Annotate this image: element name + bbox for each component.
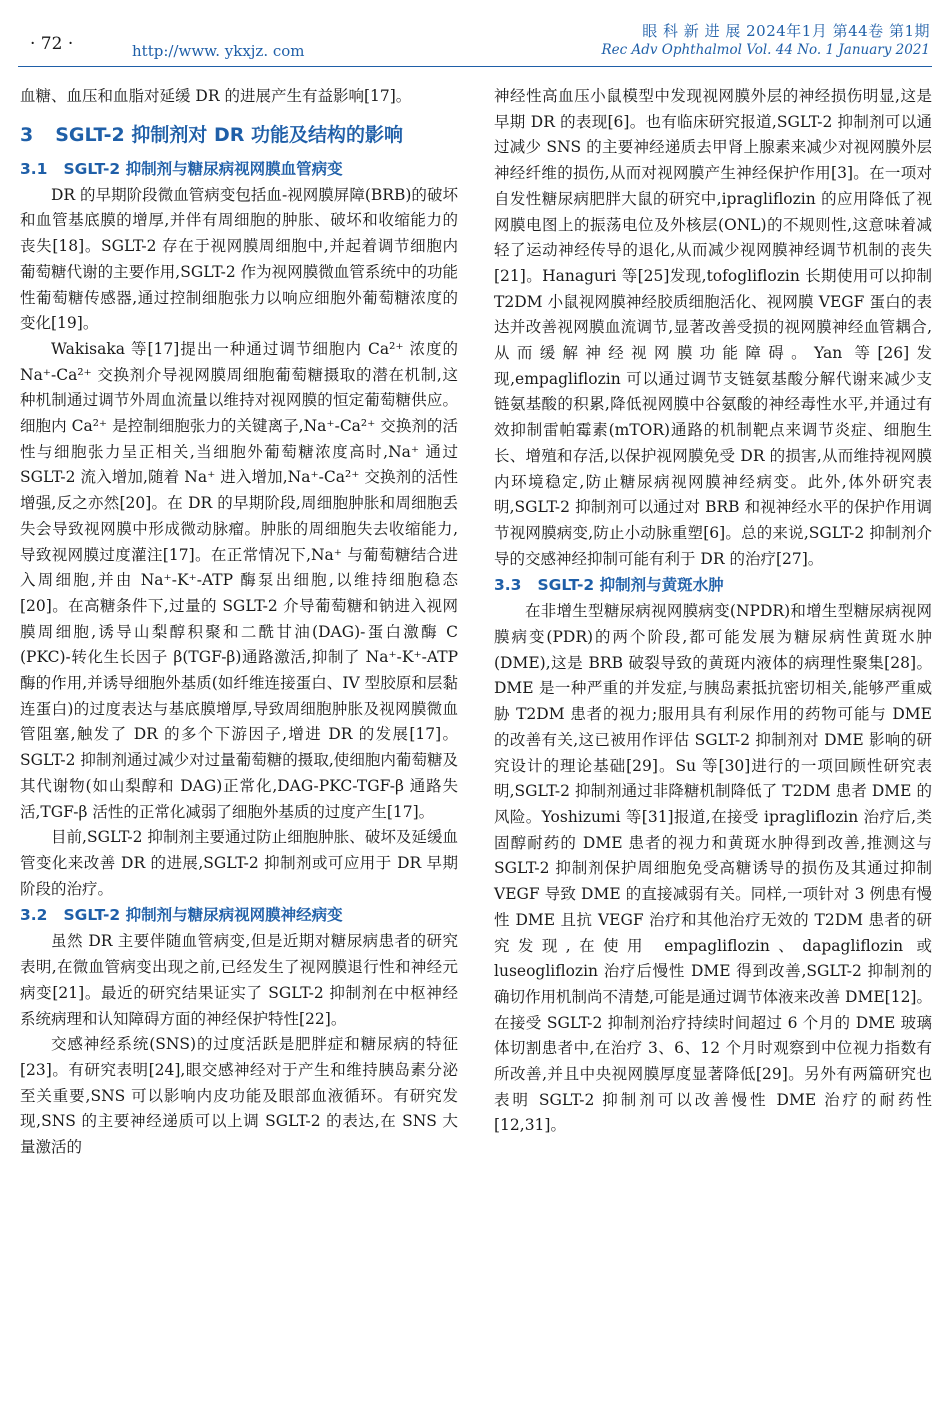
section-3-1-heading — [20, 156, 458, 183]
section-3-3-heading — [494, 572, 932, 599]
header-rule — [18, 66, 932, 67]
paragraph: 目前,SGLT-2 抑制剂主要通过防止细胞肿胀、破坏及延缓血管变化来改善 DR 的进展,SGLT-2 抑制剂或可应用于 DR 早期阶段的治疗。 — [20, 828, 458, 898]
journal-title-en: Rec Adv Ophthalmol Vol. 44 No. 1 January 2021 — [601, 42, 930, 58]
paragraph: Wakisaka 等[17]提出一种通过调节细胞内 Ca²⁺ 浓度的 Na⁺-Ca²⁺ 交换剂介导视网膜周细胞葡萄糖摄取的潜在机制,这种机制通过调节外周血流量以维持对视网膜的恒定葡萄糖供应。细胞内 Ca²⁺ 是控制细胞张力的关键离子,Na⁺-Ca²⁺ 交换剂的活性与细胞张力呈正相关,当细胞外葡萄糖浓度高时,Na⁺ 通过 SGLT-2 流入增加,随着 Na⁺ 进入增加,Na⁺-Ca²⁺ 交换剂的活性增强,反之亦然[20]。在 DR 的早期阶段,周细胞肿胀和周细胞丢失会导致视网膜中形成微动脉瘤。肿胀的周细胞失去收缩能力,导致视网膜过度灌注[17]。在正常情况下,Na⁺ 与葡萄糖结合进入周细胞,并由 Na⁺-K⁺-ATP 酶泵出细胞,以维持细胞稳态[20]。在高糖条件下,过量的 SGLT-2 介导葡萄糖和钠进入视网膜周细胞,诱导山梨醇积聚和二酰甘油(DAG)-蛋白激酶 C (PKC)-转化生长因子 β(TGF-β)通路激活,抑制了 Na⁺-K⁺-ATP 酶的作用,并诱导细胞外基质(如纤维连接蛋白、IV 型胶原和层黏连蛋白)的过度表达与基底膜增厚,导致周细胞肿胀及视网膜微血管阻塞,触发了 DR 的多个下游因子,增进 DR 的发展[17]。SGLT-2 抑制剂通过减少对过量葡萄糖的摄取,使细胞内葡萄糖及其代谢物(如山梨醇和 DAG)正常化,DAG-PKC-TGF-β 通路失活,TGF-β 活性的正常化减弱了细胞外基质的过度产生[17]。 — [20, 339, 458, 821]
journal-url[interactable]: http://www. ykxjz. com — [132, 42, 305, 60]
paragraph: 交感神经系统(SNS)的过度活跃是肥胖症和糖尿病的特征[23]。有研究表明[24],眼交感神经对于产生和维持胰岛素分泌至关重要,SNS 可以影响内皮功能及眼部血液循环。有研究发现,SNS 的主要神经递质可以上调 SGLT-2 的表达,在 SNS 大量激活的 — [20, 1035, 458, 1157]
paragraph: DR 的早期阶段微血管病变包括血-视网膜屏障(BRB)的破坏和血管基底膜的增厚,并伴有周细胞的肿胀、破坏和收缩能力的丧失[18]。SGLT-2 存在于视网膜周细胞中,并起着调节细胞内葡萄糖代谢的主要作用,SGLT-2 作为视网膜微血管系统中的功能性葡萄糖传感器,通过控制细胞张力以响应细胞外葡萄糖浓度的变化[19]。 — [20, 185, 458, 333]
section-3-2-heading — [20, 902, 458, 929]
paragraph: 血糖、血压和血脂对延缓 DR 的进展产生有益影响[17]。 — [20, 87, 412, 105]
section-title: SGLT-2 抑制剂对 DR 功能及结构的影响 — [55, 123, 403, 146]
section-title: SGLT-2 抑制剂与糖尿病视网膜神经病变 — [63, 906, 343, 925]
section-number: 3.2 — [20, 906, 48, 925]
paragraph: 神经性高血压小鼠模型中发现视网膜外层的神经损伤明显,这是早期 DR 的表现[6]。也有临床研究报道,SGLT-2 抑制剂可以通过减少 SNS 的主要神经递质去甲肾上腺素来减少对视网膜外层神经纤维的损伤,从而对视网膜产生神经保护作用[3]。在一项对自发性糖尿病肥胖大鼠的研究中,ipragliflozin 的应用降低了视网膜电图上的振荡电位及外核层(ONL)的不规则性,这意味着减轻了运动神经传导的退化,从而减少视网膜神经调节机制的丧失[21]。Hanaguri 等[25]发现,tofogliflozin 长期使用可以抑制 T2DM 小鼠视网膜神经胶质细胞活化、视网膜 VEGF 蛋白的表达并改善视网膜血流调节,显著改善受损的视网膜神经血管耦合,从而缓解神经视网膜功能障碍。Yan 等[26]发现,empagliflozin 可以通过调节支链氨基酸分解代谢来减少支链氨基酸的积累,降低视网膜中谷氨酸的神经毒性水平,并通过有效抑制雷帕霉素(mTOR)通路的机制靶点来调节炎症、细胞生长、增殖和存活,以保护视网膜免受 DR 的损害,从而维持视网膜内环境稳定,防止糖尿病视网膜神经病变。此外,体外研究表明,SGLT-2 抑制剂可以通过对 BRB 和视神经水平的保护作用调节视网膜病变,防止小动脉重塑[6]。总的来说,SGLT-2 抑制剂介导的交感神经抑制可能有利于 DR 的治疗[27]。 — [494, 87, 932, 568]
section-title: SGLT-2 抑制剂与糖尿病视网膜血管病变 — [63, 159, 343, 178]
section-number: 3.3 — [494, 576, 522, 595]
left-column — [20, 84, 458, 1161]
section-title: SGLT-2 抑制剂与黄斑水肿 — [537, 576, 724, 595]
page-number: · 72 · — [30, 34, 74, 54]
right-column — [494, 84, 932, 1139]
section-number: 3 — [20, 123, 34, 146]
section-3-heading — [20, 120, 458, 150]
paragraph: 在非增生型糖尿病视网膜病变(NPDR)和增生型糖尿病视网膜病变(PDR)的两个阶段,都可能发展为糖尿病性黄斑水肿(DME),这是 BRB 破裂导致的黄斑内液体的病理性聚集[28]。DME 是一种严重的并发症,与胰岛素抵抗密切相关,能够严重威胁 T2DM 患者的视力;服用具有利尿作用的药物可能与 DME 的改善有关,这已被用作评估 SGLT-2 抑制剂对 DME 影响的研究设计的理论基础[29]。Su 等[30]进行的一项回顾性研究表明,SGLT-2 抑制剂通过非降糖机制降低了 T2DM 患者 DME 的风险。Yoshizumi 等[31]报道,在接受 ipragliflozin 治疗后,类固醇耐药的 DME 患者的视力和黄斑水肿得到改善,推测这与 SGLT-2 抑制剂保护周细胞免受高糖诱导的损伤及其通过抑制 VEGF 导致 DME 的直接减弱有关。同样,一项针对 3 例患有慢性 DME 且抗 VEGF 治疗和其他治疗无效的 T2DM 患者的研究发现,在使用 empagliflozin、dapagliflozin 或 luseogliflozin 治疗后慢性 DME 得到改善,SGLT-2 抑制剂的确切作用机制尚不清楚,可能是通过调节体液来改善 DME[12]。在接受 SGLT-2 抑制剂治疗持续时间超过 6 个月的 DME 玻璃体切割患者中,在治疗 3、6、12 个月时观察到中位视力指数有所改善,并且中央视网膜厚度显著降低[29]。另外有两篇研究也表明 SGLT-2 抑制剂可以改善慢性 DME 治疗的耐药性[12,31]。 — [494, 602, 932, 1135]
page-header — [0, 0, 950, 70]
paragraph: 虽然 DR 主要伴随血管病变,但是近期对糖尿病患者的研究表明,在微血管病变出现之前,已经发生了视网膜退行性和神经元病变[21]。最近的研究结果证实了 SGLT-2 抑制剂在中枢神经系统病理和认知障碍方面的神经保护特性[22]。 — [20, 932, 458, 1028]
section-number: 3.1 — [20, 159, 48, 178]
journal-title: 眼 科 新 进 展 2024年1月 第44卷 第1期 — [642, 22, 930, 40]
